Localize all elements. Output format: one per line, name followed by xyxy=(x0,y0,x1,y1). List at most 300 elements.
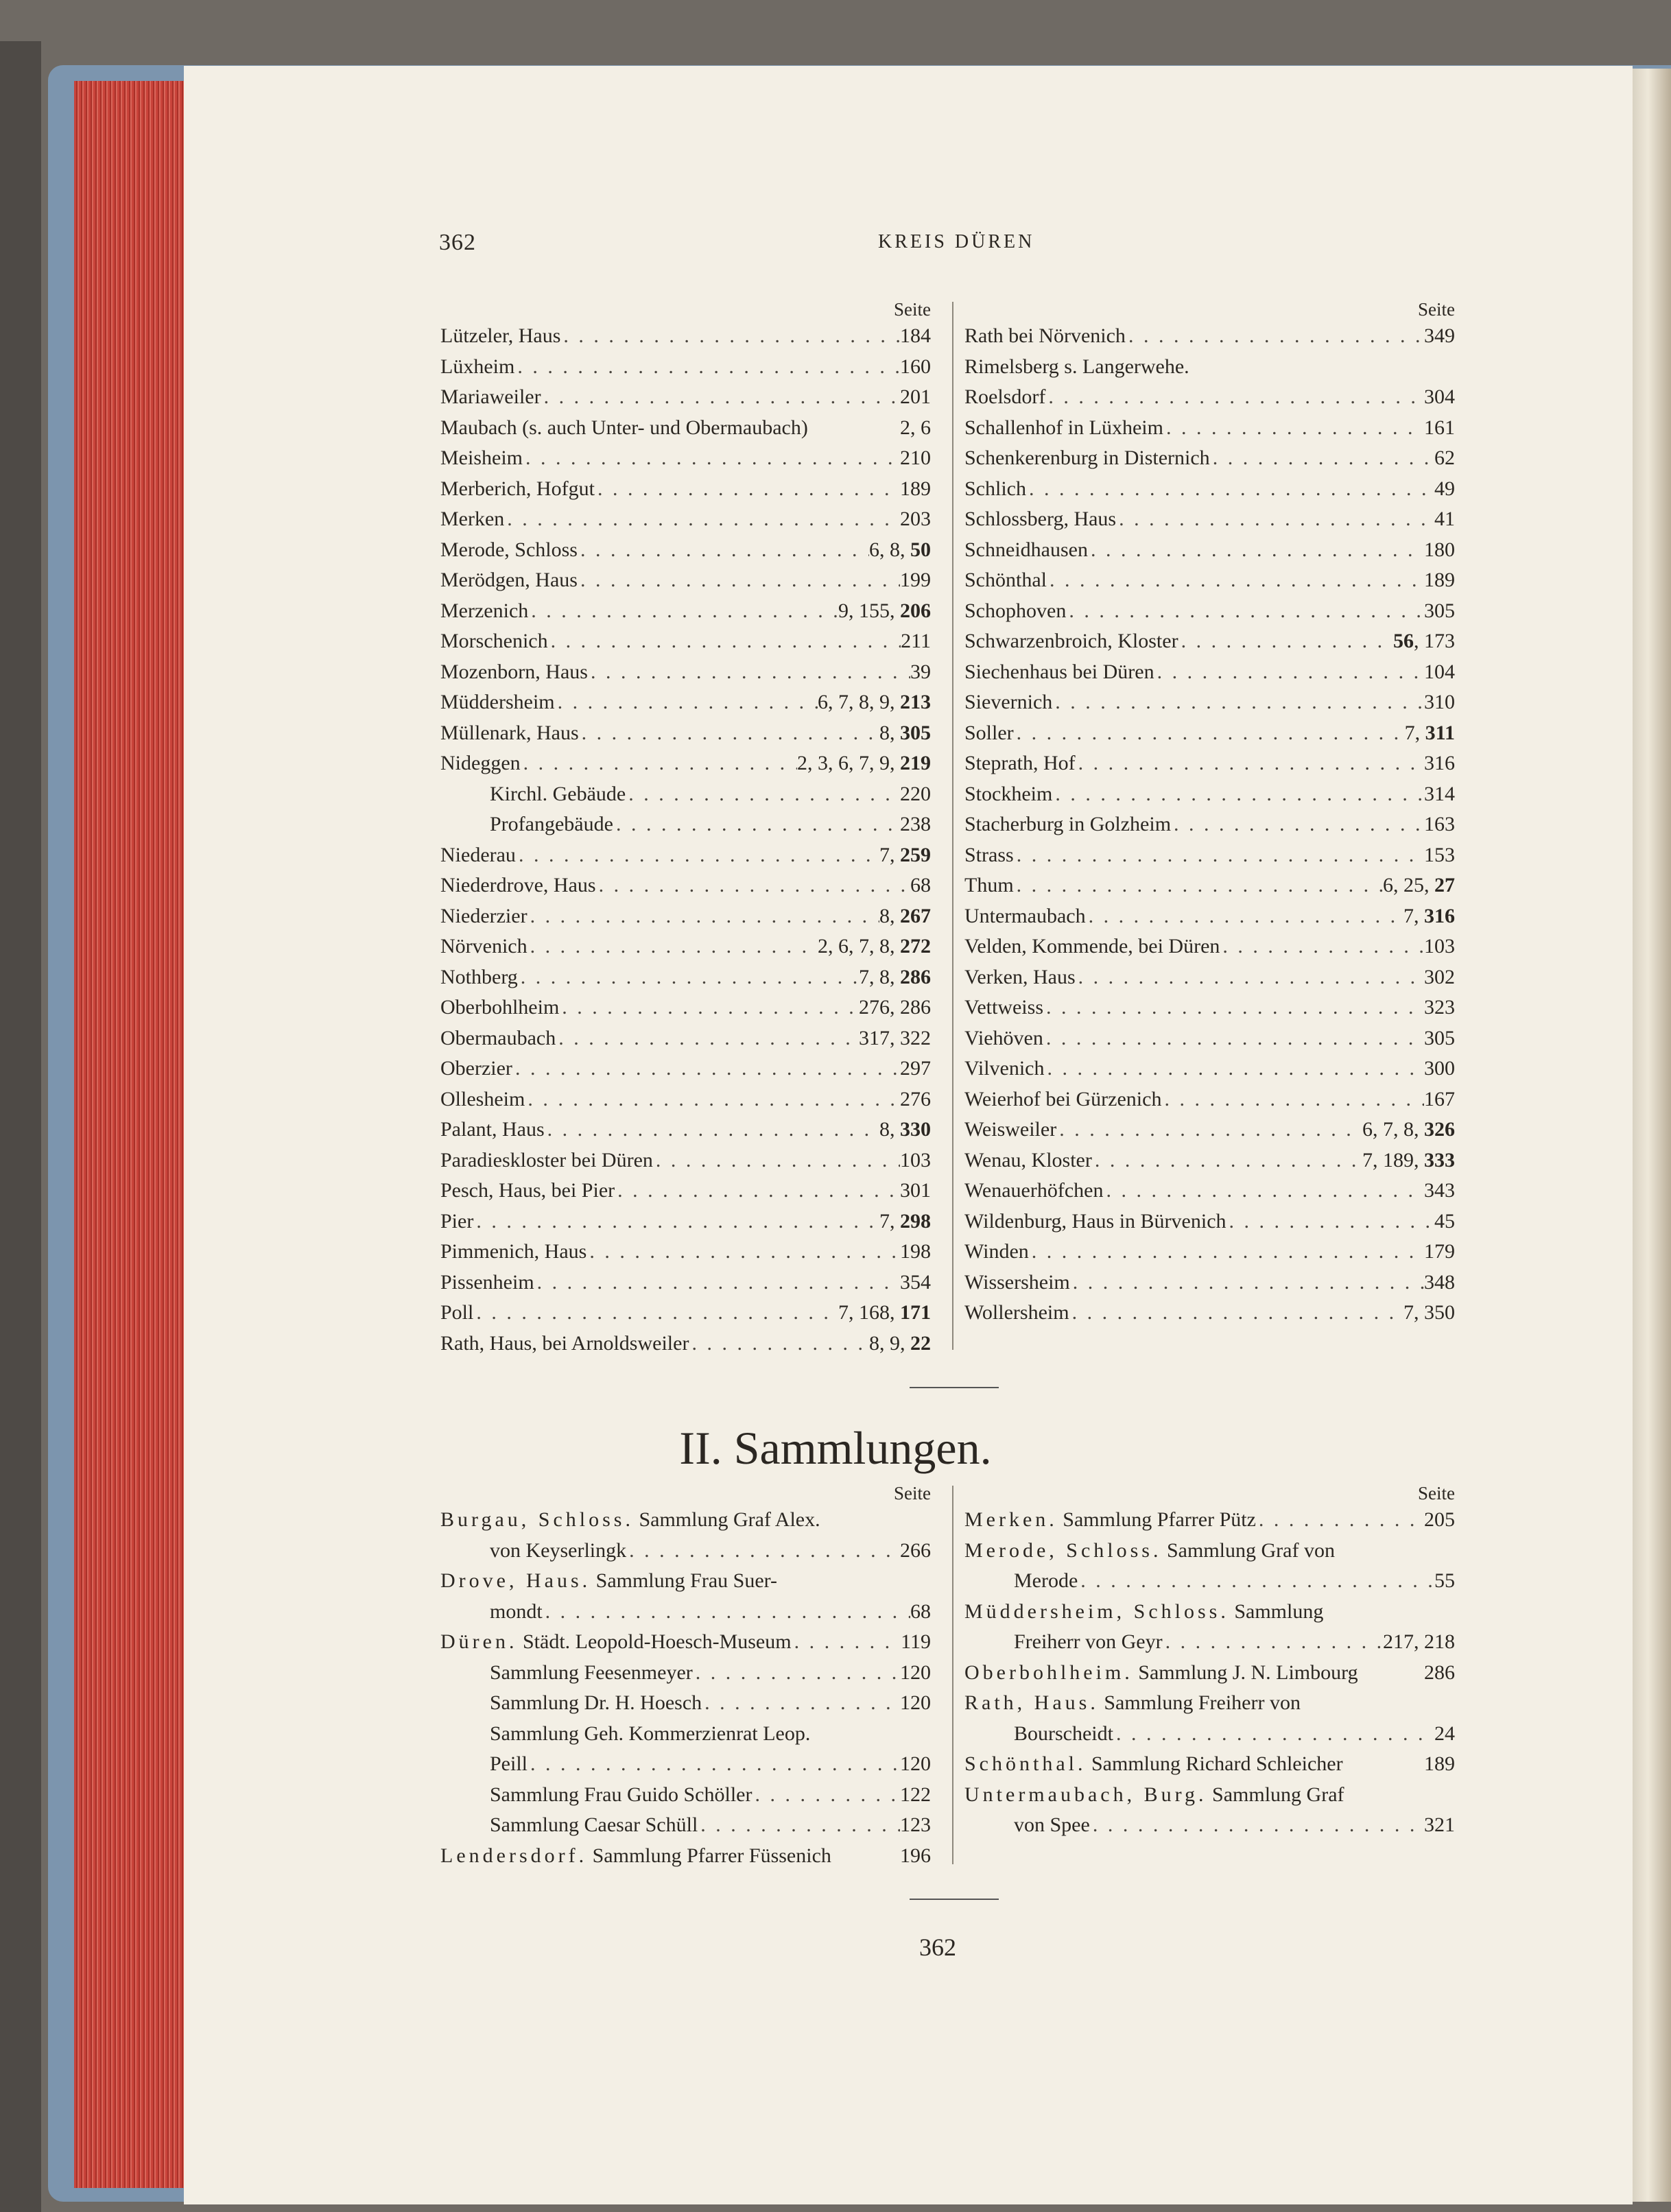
entry-name xyxy=(964,443,1210,474)
entry-pages xyxy=(1434,474,1455,505)
entry-pages xyxy=(879,718,931,749)
leader-dots xyxy=(578,565,900,596)
entry-pages xyxy=(910,657,931,688)
leader-dots xyxy=(596,870,910,901)
entry-text: Sammlung Pfarrer Pütz xyxy=(1063,1508,1256,1531)
leader-dots xyxy=(1070,1268,1424,1298)
entry-text: Mariaweiler xyxy=(440,385,541,408)
entry-pages xyxy=(900,474,931,505)
index-entry xyxy=(440,931,931,962)
index-column-left xyxy=(440,298,931,1359)
page-ref: 184 xyxy=(900,324,931,347)
leader-dots xyxy=(1052,779,1424,810)
index-entry xyxy=(440,1329,931,1359)
leader-dots xyxy=(1163,1627,1383,1658)
page-ref: 201 xyxy=(900,385,931,408)
index-entry xyxy=(964,1176,1455,1206)
entry-text: Nideggen xyxy=(440,752,521,774)
index-entry xyxy=(964,1145,1455,1176)
entry-name xyxy=(440,535,578,566)
index-entry xyxy=(440,321,931,352)
page-ref: 103 xyxy=(900,1148,931,1172)
entry-pages xyxy=(1383,1627,1455,1658)
page-ref: 297 xyxy=(900,1057,931,1080)
index-entry xyxy=(440,1749,931,1780)
leader-dots xyxy=(1154,657,1424,688)
entry-pages xyxy=(1424,1749,1455,1780)
leader-dots xyxy=(1052,687,1424,718)
page-ref: 199 xyxy=(900,569,931,591)
leader-dots xyxy=(1161,1084,1424,1115)
entry-pages xyxy=(879,1206,931,1237)
entry-pages xyxy=(1424,1268,1455,1298)
page-ref: 343 xyxy=(1424,1179,1455,1202)
page-ref: 205 xyxy=(1424,1508,1455,1531)
leader-dots xyxy=(523,443,900,474)
entry-name xyxy=(440,1841,831,1872)
column-divider xyxy=(952,1486,953,1864)
entry-pages xyxy=(900,1084,931,1115)
entry-name xyxy=(964,1237,1029,1268)
entry-text: Schlich xyxy=(964,477,1026,500)
entry-name xyxy=(440,931,528,962)
index-entry xyxy=(440,870,931,901)
entry-text: Steprath, Hof xyxy=(964,752,1076,774)
entry-text: Sammlung xyxy=(1234,1599,1324,1623)
entry-name xyxy=(440,840,516,871)
page-ref: 45 xyxy=(1434,1209,1455,1233)
entry-pages xyxy=(879,840,931,871)
leader-dots xyxy=(1076,748,1424,779)
leader-dots xyxy=(1045,1054,1425,1084)
entry-name xyxy=(440,443,523,474)
entry-pages xyxy=(1424,596,1455,627)
leader-dots xyxy=(1256,1505,1424,1536)
leader-dots xyxy=(1220,931,1424,962)
leader-dots xyxy=(559,992,859,1023)
entry-pages xyxy=(1424,840,1455,871)
leader-dots xyxy=(1069,1298,1403,1329)
entry-pages xyxy=(1393,626,1455,657)
entry-text: Pimmenich, Haus xyxy=(440,1240,587,1263)
page-ref: 189 xyxy=(1424,569,1455,591)
index-entry xyxy=(440,1719,931,1750)
page-ref: 7, 189, xyxy=(1362,1148,1424,1172)
entry-text: Schneidhausen xyxy=(964,538,1088,561)
index-entry xyxy=(964,1780,1455,1811)
entry-name xyxy=(440,1658,693,1689)
entry-text: Stacherburg in Golzheim xyxy=(964,813,1172,835)
entry-text: Niederau xyxy=(440,843,516,866)
page-ref: 6, 7, 8, 9, xyxy=(818,691,900,713)
page-ref: 153 xyxy=(1424,843,1455,866)
leader-dots xyxy=(528,1749,900,1780)
index-entry xyxy=(440,901,931,932)
entry-text: Merödgen, Haus xyxy=(440,569,578,591)
index-entry xyxy=(964,1505,1455,1536)
entry-text: von Keyserlingk xyxy=(490,1538,627,1562)
page-ref: 2, 3, 6, 7, 9, xyxy=(797,752,900,774)
column-divider xyxy=(952,302,953,1350)
page-ref: 305 xyxy=(1424,1026,1455,1049)
entry-text: Schallenhof in Lüxheim xyxy=(964,416,1163,439)
entry-pages xyxy=(869,1329,931,1359)
sammlungen-column-left xyxy=(440,1482,931,1871)
leader-dots xyxy=(1047,565,1424,596)
index-entry xyxy=(964,474,1455,505)
entry-pages xyxy=(1424,535,1455,566)
index-entries-left xyxy=(440,321,931,1359)
entry-name xyxy=(964,352,1189,383)
index-entry xyxy=(440,535,931,566)
page-ref-main: 330 xyxy=(900,1118,931,1141)
entry-pages xyxy=(900,809,931,840)
entry-name xyxy=(440,1237,586,1268)
entry-pages xyxy=(797,748,931,779)
entry-text: Städt. Leopold-Hoesch-Museum xyxy=(522,1630,792,1653)
page-ref: 68 xyxy=(910,874,931,896)
seite-label: Seite xyxy=(1418,1483,1455,1503)
entry-name xyxy=(964,535,1088,566)
entry-text: Lüxheim xyxy=(440,355,515,378)
entry-pages xyxy=(900,382,931,413)
entry-place: Untermaubach, Burg. xyxy=(964,1783,1207,1806)
page-ref: 316 xyxy=(1424,752,1455,774)
page-ref: 6, 25, xyxy=(1383,874,1434,896)
entry-text: Sammlung Graf xyxy=(1212,1783,1344,1806)
leader-dots xyxy=(702,1688,900,1719)
entry-name xyxy=(440,1627,792,1658)
entry-name xyxy=(964,1566,1078,1597)
page-ref: 163 xyxy=(1424,813,1455,835)
leader-dots xyxy=(595,474,900,505)
entry-pages xyxy=(1434,443,1455,474)
entry-text: mondt xyxy=(490,1599,543,1623)
entry-name xyxy=(440,657,588,688)
page-ref-main: 27 xyxy=(1434,874,1455,896)
entry-pages xyxy=(901,1627,931,1658)
entry-pages xyxy=(1424,321,1455,352)
entry-name xyxy=(440,809,613,840)
page-ref: 7, xyxy=(879,1209,900,1233)
entry-text: Freiherr von Geyr xyxy=(1014,1630,1163,1653)
page-ref: 2, 6, 7, 8, xyxy=(818,935,900,958)
entry-text: Ollesheim xyxy=(440,1087,525,1110)
section-divider-rule xyxy=(910,1387,999,1388)
leader-dots xyxy=(543,1597,910,1628)
index-entry xyxy=(440,1597,931,1628)
index-entry xyxy=(440,1084,931,1115)
entry-text: Bourscheidt xyxy=(1014,1722,1113,1745)
entry-name xyxy=(964,504,1116,535)
page-ref: 8, xyxy=(879,1118,900,1141)
entry-pages xyxy=(900,1841,931,1872)
entry-text: Merzenich xyxy=(440,599,529,622)
entry-pages xyxy=(1434,1206,1455,1237)
page-ref: 238 xyxy=(900,813,931,835)
page-ref: 321 xyxy=(1424,1813,1455,1836)
leader-dots xyxy=(1178,626,1393,657)
sammlungen-entries-left xyxy=(440,1505,931,1871)
index-entry xyxy=(440,626,931,657)
index-entry xyxy=(440,1023,931,1054)
entry-text: Obermaubach xyxy=(440,1026,556,1049)
page-ref: 122 xyxy=(900,1783,931,1806)
leader-dots xyxy=(693,1658,900,1689)
entry-name xyxy=(440,901,528,932)
index-entry xyxy=(964,1023,1455,1054)
entry-text: Müllenark, Haus xyxy=(440,721,579,744)
page-ref: 266 xyxy=(900,1538,931,1562)
index-entry xyxy=(964,718,1455,749)
entry-name xyxy=(440,352,514,383)
entry-name xyxy=(440,1115,545,1145)
index-entry xyxy=(964,596,1455,627)
entry-pages xyxy=(900,1054,931,1084)
index-entry xyxy=(964,1298,1455,1329)
page-ref: 300 xyxy=(1424,1057,1455,1080)
entry-pages xyxy=(1424,1237,1455,1268)
seite-label: Seite xyxy=(894,299,931,320)
index-entry xyxy=(440,809,931,840)
index-entry xyxy=(964,870,1455,901)
index-entry xyxy=(964,1536,1455,1567)
entry-text: Schönthal xyxy=(964,569,1047,591)
page-ref: 161 xyxy=(1424,416,1455,439)
page-ref-main: 326 xyxy=(1424,1118,1455,1141)
leader-dots xyxy=(626,779,900,810)
page-ref-main: 206 xyxy=(900,599,931,622)
entry-name xyxy=(964,992,1043,1023)
entry-pages xyxy=(910,1597,931,1628)
entry-text: Wildenburg, Haus in Bürvenich xyxy=(964,1209,1226,1233)
page-ref: 302 xyxy=(1424,965,1455,988)
leader-dots xyxy=(1116,504,1434,535)
leader-dots xyxy=(1126,321,1424,352)
page-ref: 323 xyxy=(1424,996,1455,1019)
entry-name xyxy=(964,382,1045,413)
entry-pages xyxy=(1424,1658,1455,1689)
entry-name xyxy=(440,1298,473,1329)
entry-text: Merken xyxy=(440,508,505,530)
index-entry xyxy=(440,1237,931,1268)
entry-place: Müddersheim, Schloss. xyxy=(964,1599,1229,1623)
page-ref: 119 xyxy=(901,1630,931,1653)
index-entry xyxy=(964,1115,1455,1145)
page-ref: 7, 350 xyxy=(1403,1301,1455,1324)
leader-dots xyxy=(1086,901,1403,932)
page-ref: 198 xyxy=(900,1240,931,1263)
entry-text: von Spee xyxy=(1014,1813,1090,1836)
page-ref: 6, 7, 8, xyxy=(1362,1118,1424,1141)
index-entry xyxy=(440,687,931,718)
index-entry xyxy=(964,504,1455,535)
entry-name xyxy=(440,1810,698,1841)
entry-pages xyxy=(900,352,931,383)
entry-pages xyxy=(1434,504,1455,535)
index-entry xyxy=(964,535,1455,566)
entry-text: Sievernich xyxy=(964,691,1053,713)
entry-text: Morschenich xyxy=(440,630,548,652)
entry-pages xyxy=(900,1749,931,1780)
leader-dots xyxy=(752,1780,900,1811)
page-ref-main: 272 xyxy=(900,935,931,958)
entry-text: Peill xyxy=(490,1752,528,1775)
index-entry xyxy=(440,1505,931,1536)
page-ref: 7, xyxy=(1404,721,1425,744)
entry-pages xyxy=(1424,382,1455,413)
index-entry xyxy=(440,443,931,474)
page-ref: 7, xyxy=(879,843,900,866)
entry-text: Sammlung J. N. Limbourg xyxy=(1138,1661,1358,1684)
page-ref: 196 xyxy=(900,1844,931,1867)
index-entry xyxy=(964,901,1455,932)
index-entry xyxy=(964,1749,1455,1780)
entry-name xyxy=(964,565,1047,596)
entry-text: Sammlung Feesenmeyer xyxy=(490,1661,693,1684)
page-ref: 120 xyxy=(900,1752,931,1775)
index-entry xyxy=(440,962,931,993)
entry-text: Wissersheim xyxy=(964,1270,1070,1294)
page-ref: 220 xyxy=(900,782,931,805)
page-ref: 189 xyxy=(900,477,931,500)
entry-pages xyxy=(818,931,931,962)
entry-pages xyxy=(900,443,931,474)
entry-name xyxy=(964,748,1076,779)
entry-pages xyxy=(900,779,931,810)
entry-name xyxy=(440,779,626,810)
entry-name xyxy=(440,321,560,352)
entry-name xyxy=(964,1084,1161,1115)
index-entry xyxy=(440,992,931,1023)
entry-text: Paradieskloster bei Düren xyxy=(440,1148,653,1172)
entry-text: Profangebäude xyxy=(490,813,613,835)
entry-name xyxy=(440,382,541,413)
entry-pages xyxy=(1434,1566,1455,1597)
entry-pages xyxy=(900,1810,931,1841)
entry-pages xyxy=(1424,1176,1455,1206)
entry-name xyxy=(440,1145,653,1176)
leader-dots xyxy=(1014,718,1405,749)
page-ref-main: 305 xyxy=(900,721,931,744)
entry-text: Roelsdorf xyxy=(964,385,1046,408)
index-entries-right xyxy=(964,321,1455,1329)
entry-place: Lendersdorf. xyxy=(440,1844,588,1867)
entry-pages xyxy=(1424,1810,1455,1841)
leader-dots xyxy=(1078,1566,1434,1597)
index-entry xyxy=(440,1176,931,1206)
page-ref-main: 50 xyxy=(910,538,931,561)
page-edges-right xyxy=(1633,69,1671,2202)
page-ref: 276, 286 xyxy=(859,996,931,1019)
leader-dots xyxy=(588,657,910,688)
page-ref: 39 xyxy=(910,660,931,683)
entry-pages xyxy=(1424,687,1455,718)
entry-text: Weierhof bei Gürzenich xyxy=(964,1087,1162,1110)
entry-pages xyxy=(1424,809,1455,840)
entry-name xyxy=(440,565,578,596)
entry-name xyxy=(440,1084,525,1115)
entry-text: Pissenheim xyxy=(440,1270,534,1294)
entry-text: Sammlung Richard Schleicher xyxy=(1091,1752,1343,1775)
index-entry xyxy=(964,1084,1455,1115)
leader-dots xyxy=(534,1268,900,1298)
entry-pages xyxy=(859,962,931,993)
entry-text: Stockheim xyxy=(964,782,1053,805)
entry-name xyxy=(440,626,548,657)
entry-text: Schlossberg, Haus xyxy=(964,508,1117,530)
entry-name xyxy=(964,1536,1335,1567)
page-ref: 304 xyxy=(1424,385,1455,408)
entry-text: Wenau, Kloster xyxy=(964,1148,1092,1172)
index-entry xyxy=(964,1237,1455,1268)
leader-dots xyxy=(1103,1176,1424,1206)
entry-pages xyxy=(1362,1145,1455,1176)
entry-pages xyxy=(1362,1115,1455,1145)
entry-pages xyxy=(900,413,931,444)
index-entry xyxy=(440,1841,931,1872)
page-ref: 103 xyxy=(1424,935,1455,958)
index-entry xyxy=(440,1688,931,1719)
running-title: KREIS DÜREN xyxy=(878,231,1035,252)
entry-text: Rath, Haus, bei Arnoldsweiler xyxy=(440,1331,689,1355)
entry-pages xyxy=(900,1536,931,1567)
entry-pages xyxy=(838,596,931,627)
entry-place: Oberbohlheim. xyxy=(964,1661,1133,1684)
entry-pages xyxy=(818,687,931,718)
entry-name xyxy=(440,870,596,901)
page-ref: 317, 322 xyxy=(859,1026,931,1049)
page-ref-main: 267 xyxy=(900,904,931,927)
entry-name xyxy=(964,1688,1301,1719)
index-entry xyxy=(440,1780,931,1811)
index-entry xyxy=(440,1627,931,1658)
entry-name xyxy=(964,1810,1090,1841)
index-entry xyxy=(440,748,931,779)
sammlungen-column-right xyxy=(964,1482,1455,1841)
entry-name xyxy=(964,321,1126,352)
index-entry xyxy=(440,1268,931,1298)
page-ref: 348 xyxy=(1424,1270,1455,1294)
page-ref: 62 xyxy=(1434,447,1455,469)
entry-place: Drove, Haus. xyxy=(440,1569,591,1592)
entry-text: Niederzier xyxy=(440,904,528,927)
index-entry xyxy=(440,718,931,749)
entry-name xyxy=(440,1780,752,1811)
index-entry xyxy=(964,382,1455,413)
index-entry xyxy=(440,1566,931,1597)
entry-name xyxy=(440,1597,543,1628)
leader-dots xyxy=(626,1536,900,1567)
entry-name xyxy=(440,1536,626,1567)
leader-dots xyxy=(1171,809,1424,840)
entry-text: Lützeler, Haus xyxy=(440,324,561,347)
leader-dots xyxy=(560,321,900,352)
section-title: II. Sammlungen. xyxy=(679,1422,992,1474)
leader-dots xyxy=(1066,596,1424,627)
leader-dots xyxy=(1029,1237,1424,1268)
entry-text: Sammlung Frau Guido Schöller xyxy=(490,1783,752,1806)
entry-name xyxy=(964,1176,1103,1206)
index-entry xyxy=(964,1054,1455,1084)
entry-place: Merode, Schloss. xyxy=(964,1538,1162,1562)
entry-name xyxy=(440,1176,615,1206)
index-entry xyxy=(964,626,1455,657)
entry-text: Wenauerhöfchen xyxy=(964,1179,1104,1202)
entry-text: Viehöven xyxy=(964,1026,1043,1049)
page-ref: 104 xyxy=(1424,660,1455,683)
entry-place: Düren. xyxy=(440,1630,518,1653)
